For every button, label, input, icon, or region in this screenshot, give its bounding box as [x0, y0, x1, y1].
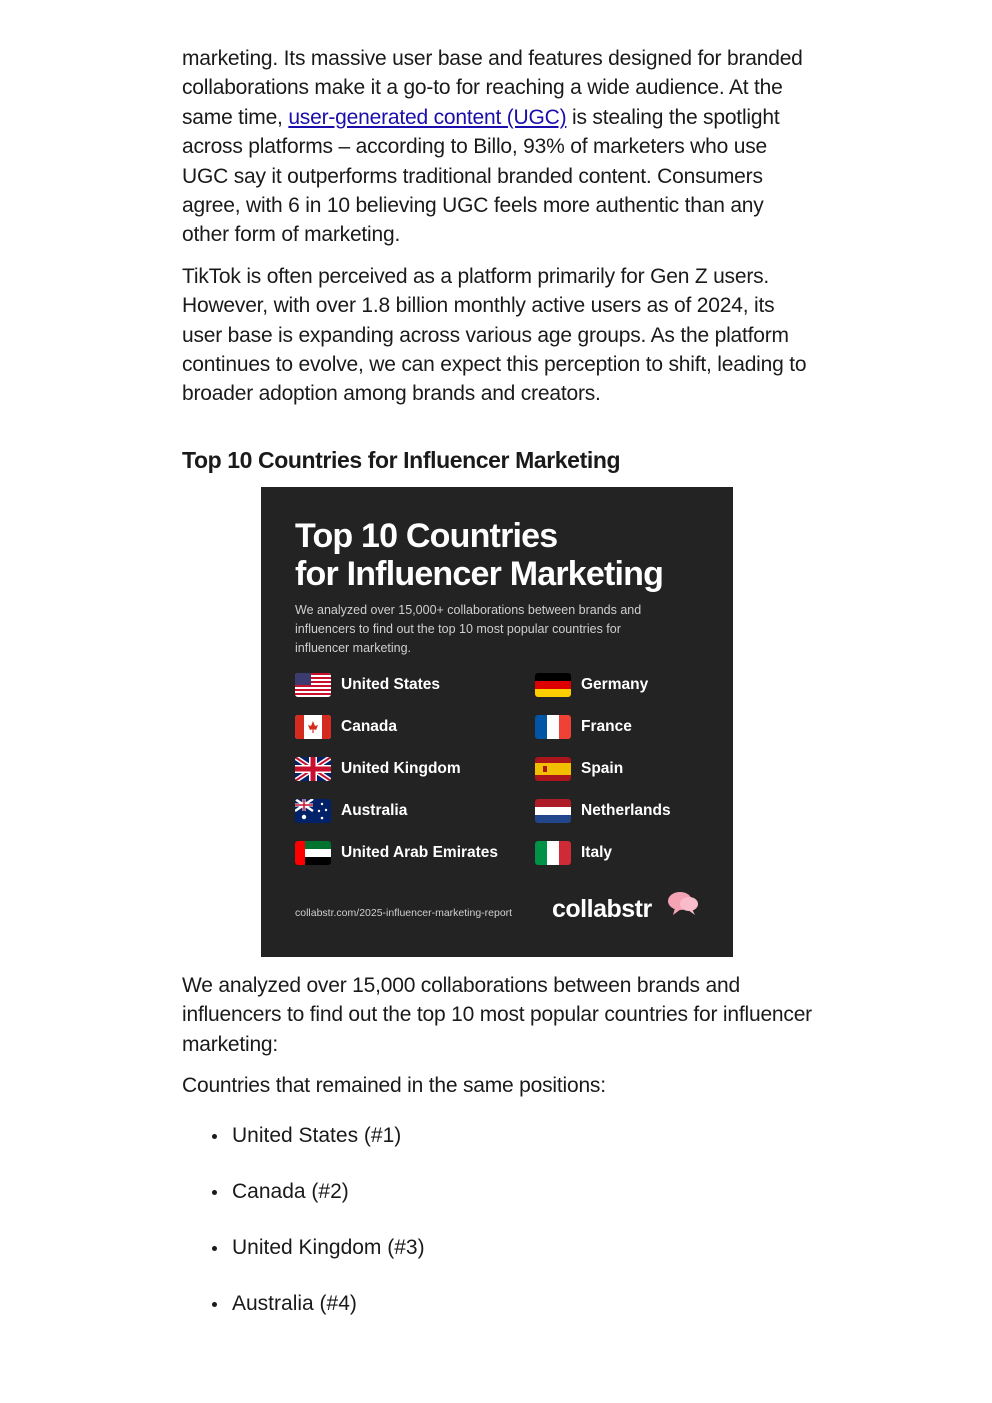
paragraph-analysis: We analyzed over 15,000 collaborations between brands and influencers to find out the top 10 most popular countries for influencer marketing:	[182, 973, 812, 1056]
list-item: Australia (#4)	[232, 1289, 812, 1318]
country-item	[295, 799, 535, 823]
same-positions-list	[182, 1121, 812, 1318]
ugc-link[interactable]: user-generated content (UGC)	[288, 105, 567, 129]
article-content	[182, 44, 812, 1345]
infographic-title-line1: Top 10 Countries	[295, 516, 558, 555]
uk-flag-icon	[295, 757, 331, 781]
infographic-image	[261, 487, 733, 957]
it-flag-icon	[535, 841, 571, 865]
ae-flag-icon	[295, 841, 331, 865]
fr-flag-icon	[535, 715, 571, 739]
paragraph-text: is stealing the spotlight across platforms – according to Billo, 93% of marketers who use UGC say it outperforms traditional branded content. Consumers agree, with 6 in 10 believing UGC feels more authentic than any other form of marketing.	[182, 105, 780, 247]
country-name: Italy	[581, 843, 613, 861]
infographic-description: We analyzed over 15,000+ collaborations between brands and influencers to find out the top 10 most popular countries for influencer marketing.	[295, 602, 642, 655]
country-name: France	[581, 717, 632, 735]
section-heading: Top 10 Countries for Influencer Marketing	[182, 446, 621, 473]
infographic-title-line2: for Influencer Marketing	[295, 554, 664, 593]
country-name: Australia	[341, 801, 408, 819]
us-flag-icon	[295, 673, 331, 697]
nl-flag-icon	[535, 799, 571, 823]
country-name: United Kingdom	[341, 759, 461, 777]
country-name: Netherlands	[581, 801, 671, 819]
paragraph-same-positions: Countries that remained in the same positions:	[182, 1074, 606, 1098]
list-item: Canada (#2)	[232, 1177, 812, 1206]
list-item: United States (#1)	[232, 1121, 812, 1150]
country-item	[535, 799, 715, 823]
country-item	[295, 673, 535, 697]
de-flag-icon	[535, 673, 571, 697]
es-flag-icon	[535, 757, 571, 781]
country-item	[295, 757, 535, 781]
collabstr-logo: collabstr	[552, 894, 652, 923]
country-item	[535, 841, 715, 865]
infographic-title	[295, 517, 663, 593]
infographic-url: collabstr.com/2025-influencer-marketing-report	[295, 906, 513, 919]
au-flag-icon	[295, 799, 331, 823]
paragraph-ugc	[182, 44, 812, 250]
country-name: United States	[341, 675, 441, 693]
country-item	[535, 673, 715, 697]
list-item: United Kingdom (#3)	[232, 1233, 812, 1262]
country-item	[535, 715, 715, 739]
country-name: Canada	[341, 717, 397, 735]
country-item	[295, 841, 535, 865]
country-item	[295, 715, 535, 739]
country-name: United Arab Emirates	[341, 843, 499, 861]
country-name: Germany	[581, 675, 649, 693]
paragraph-tiktok: TikTok is often perceived as a platform primarily for Gen Z users. However, with over 1.8 billion monthly active users as of 2024, its user base is expanding across various age groups. As the platform continues to evolve, we can expect this perception to shift, leading to broader adoption among brands and creators.	[182, 264, 807, 406]
ca-flag-icon	[295, 715, 331, 739]
country-grid	[295, 673, 715, 865]
paragraph-text: marketing. Its massive user base and features designed for branded collaborations make it a go-to for reaching a wide audience. At the same time,	[182, 47, 803, 129]
country-item	[535, 757, 715, 781]
speech-bubbles-icon	[667, 891, 699, 917]
country-name: Spain	[581, 759, 624, 777]
